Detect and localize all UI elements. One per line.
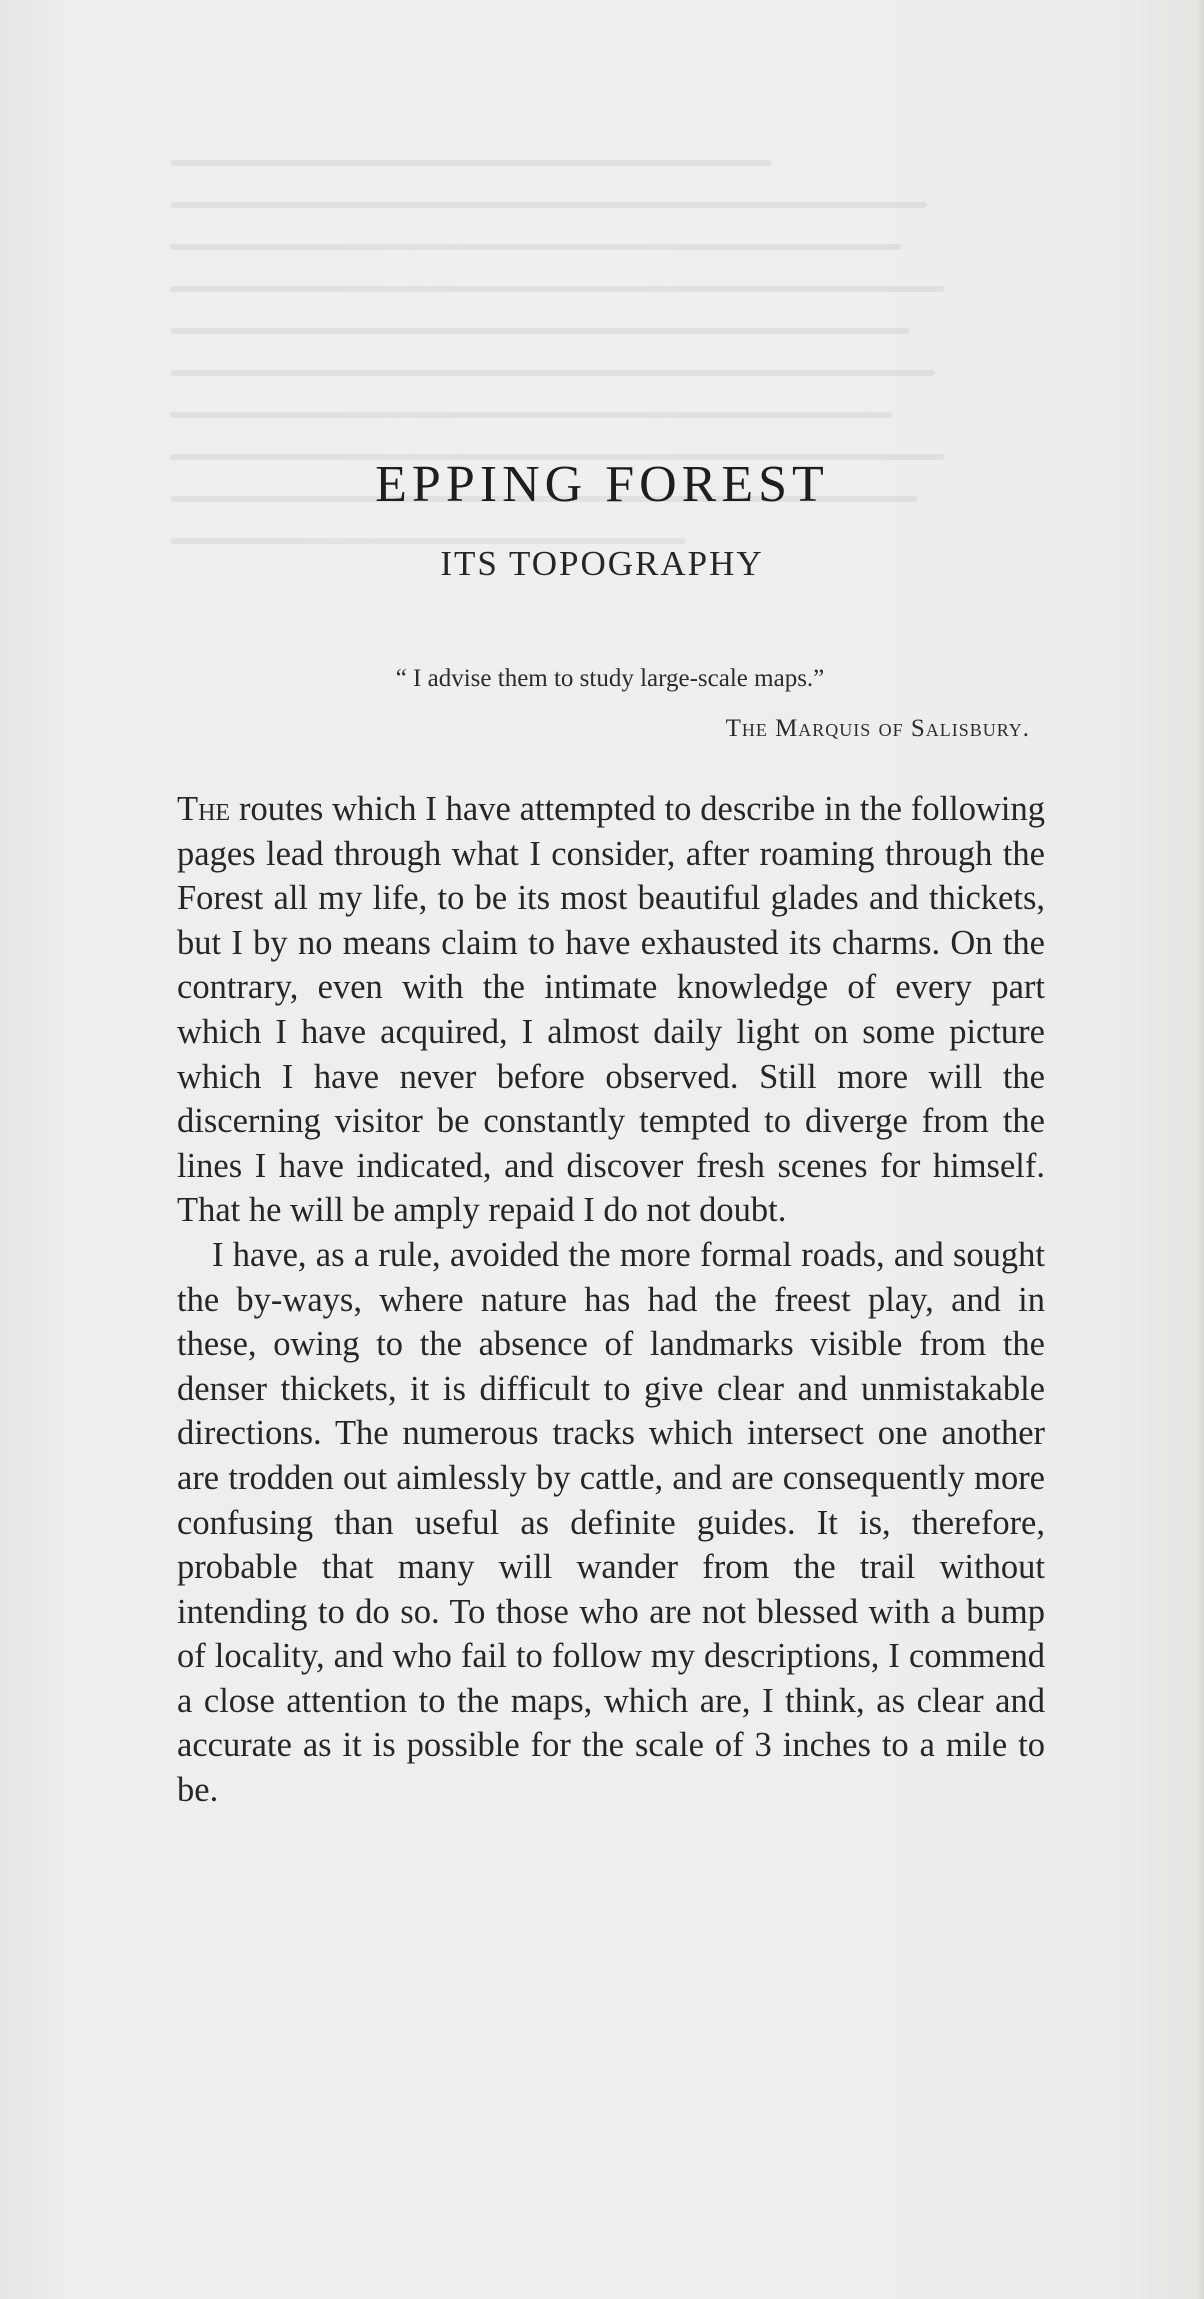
chapter-subtitle: ITS TOPOGRAPHY [440, 544, 764, 583]
epigraph-quote: “ I advise them to study large-scale maps.” [395, 665, 825, 692]
paragraph-1-text: routes which I have attempted to describe in the following pages lead through what I consider, after roaming through the Forest all my life, to be its most beautiful glades and thickets, but I by no means claim to have exhausted its charms. On the contrary, even with the intimate knowledge of every part which I have acquired, I almost daily light on some picture which I have never before observed. Still more will the discerning visitor be constantly tempted to diverge from the lines I have indicated, and discover fresh scenes for himself. That he will be amply repaid I do not doubt. [177, 790, 1045, 1230]
body-text [177, 787, 1045, 1813]
chapter-header [0, 455, 1204, 584]
paragraph-2: I have, as a rule, avoided the more formal roads, and sought the by-ways, where nature has had the freest play, and in these, owing to the absence of landmarks visible from the denser thickets, it is difficult to give clear and unmistakable directions. The numerous tracks which intersect one another are trodden out aimlessly by cattle, and are consequently more confusing than useful as definite guides. It is, therefore, probable that many will wander from the trail without intending to do so. To those who are not blessed with a bump of locality, and who fail to follow my descriptions, I commend a close attention to the maps, which are, I think, as clear and accurate as it is possible for the scale of 3 inches to a mile to be. [177, 1235, 1045, 1810]
paragraph-1 [177, 787, 1045, 1233]
chapter-title: EPPING FOREST [375, 456, 829, 513]
epigraph [190, 665, 1030, 743]
paragraph-1-lead: The [177, 790, 231, 828]
epigraph-attribution: The Marquis of Salisbury. [725, 715, 1030, 742]
page-edge [1196, 0, 1204, 2299]
